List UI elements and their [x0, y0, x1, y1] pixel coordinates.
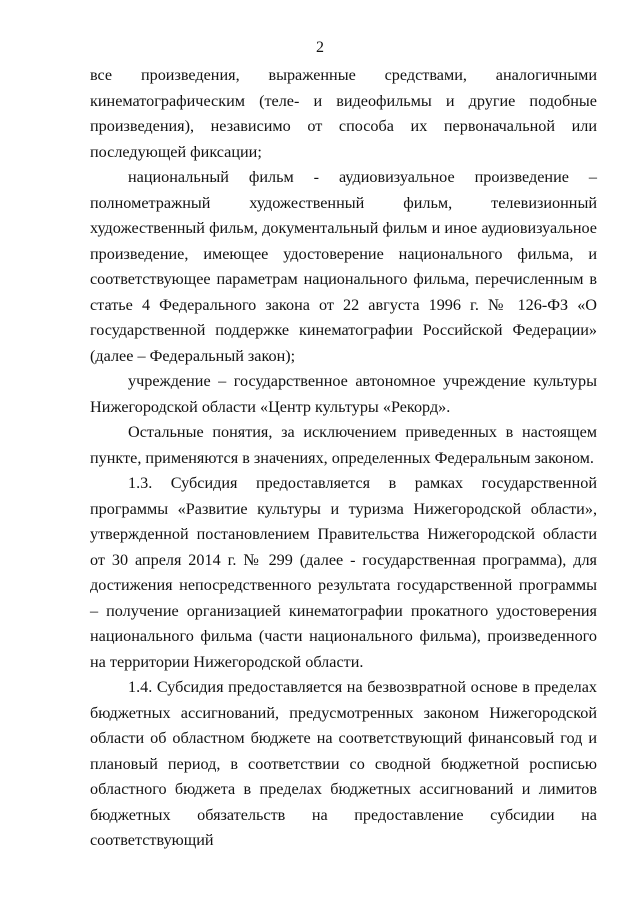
paragraph-definition-audiovisual-continuation: все произведения, выраженные средствами, аналогичными кинематографическим (теле- и видеофильмы и другие подобные произведения), независимо от способа их первоначальной или последующей фиксации; — [90, 66, 597, 161]
paragraph-clause-1-3: 1.3. Субсидия предоставляется в рамках государственной программы «Развитие культуры и туризма Нижегородской области», утвержденной постановлением Правительства Нижегородской области от 30 апреля 2014 г. № 299 (далее - государственная программа), для достижения непосредственного результата государственной программы – получение организацией кинематографии прокатного удостоверения национального фильма (части национального фильма), произведенного на территории Нижегородской области. — [90, 474, 597, 671]
page-number: 2 — [316, 39, 324, 56]
paragraph-other-terms: Остальные понятия, за исключением приведенных в настоящем пункте, применяются в значениях, определенных Федеральным законом. — [90, 423, 597, 467]
paragraph-definition-national-film: национальный фильм - аудиовизуальное произведение – полнометражный художественный фильм, телевизионный художественный фильм, документальный фильм и иное аудиовизуальное произведение, имеющее удостоверение национального фильма, и соответствующее параметрам национального фильма, перечисленным в статье 4 Федерального закона от 22 августа 1996 г. № 126-ФЗ «О государственной поддержке кинематографии Российской Федерации» (далее – Федеральный закон); — [90, 168, 597, 365]
document-body — [90, 63, 597, 854]
paragraph-definition-institution: учреждение – государственное автономное учреждение культуры Нижегородской области «Центр культуры «Рекорд». — [90, 372, 597, 416]
paragraph-clause-1-4: 1.4. Субсидия предоставляется на безвозвратной основе в пределах бюджетных ассигнований, предусмотренных законом Нижегородской области об областном бюджете на соответствующий финансовый год и плановый период, в соответствии со сводной бюджетной росписью областного бюджета в пределах бюджетных ассигнований и лимитов бюджетных обязательств на предоставление субсидии на соответствующий — [90, 678, 597, 849]
